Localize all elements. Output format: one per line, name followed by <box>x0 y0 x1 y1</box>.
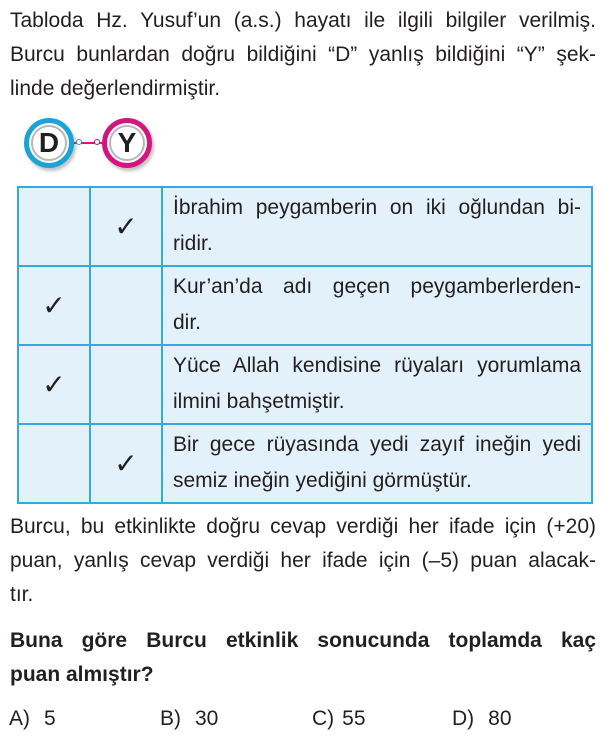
statements-table <box>17 186 593 504</box>
statement-line: ilmini bahşetmiştir. <box>173 389 345 413</box>
statement-line: Bir gece rüyasında yedi zayıf ineğin yedi <box>173 432 581 456</box>
y-cell: ✓ <box>90 187 162 266</box>
option-b[interactable] <box>160 704 218 734</box>
question-line: puan almıştır? <box>10 663 154 686</box>
question-text <box>10 624 596 692</box>
option-value: 5 <box>44 707 56 730</box>
d-cell: ✓ <box>18 266 90 345</box>
statement-line: İbrahim peygamberin on iki oğlundan bi- <box>173 195 581 219</box>
option-d[interactable] <box>452 704 512 734</box>
option-value: 80 <box>488 707 512 730</box>
question-line: Buna göre Burcu etkinlik sonucunda toplamda kaç <box>10 629 596 652</box>
option-label: B) <box>160 707 181 730</box>
statement-line: Kur’an’da adı geçen peygamberlerden- <box>173 274 581 298</box>
answer-options <box>0 704 606 738</box>
option-a[interactable] <box>9 704 56 734</box>
statement-cell <box>162 345 592 424</box>
option-label: D) <box>452 707 475 730</box>
y-cell <box>90 266 162 345</box>
statement-cell <box>162 424 592 503</box>
option-value: 30 <box>195 707 219 730</box>
paragraph-line: tır. <box>10 583 34 606</box>
table-row <box>18 424 592 503</box>
intro-line: Burcu bunlardan doğru bildiğini “D” yanlış bildiğini “Y” şek- <box>10 43 596 66</box>
statement-cell <box>162 187 592 266</box>
scoring-paragraph <box>10 510 596 612</box>
badge-connector <box>74 142 102 144</box>
d-badge-letter: D <box>38 127 60 158</box>
intro-line: linde değerlendirmiştir. <box>10 77 221 100</box>
statement-cell <box>162 266 592 345</box>
y-badge <box>102 118 152 168</box>
option-c[interactable] <box>312 704 366 734</box>
d-cell <box>18 187 90 266</box>
d-cell: ✓ <box>18 345 90 424</box>
paragraph-line: Burcu, bu etkinlikte doğru cevap verdiği her ifade için (+20) <box>10 515 596 538</box>
statement-line: semiz ineğin yediğini görmüştür. <box>173 468 472 492</box>
intro-line: Tabloda Hz. Yusuf’un (a.s.) hayatı ile ilgili bilgiler verilmiş. <box>10 9 596 32</box>
dy-legend <box>24 118 164 172</box>
option-label: C) <box>312 707 335 730</box>
y-badge-letter: Y <box>117 127 137 158</box>
statement-line: dir. <box>173 310 202 334</box>
y-cell: ✓ <box>90 424 162 503</box>
intro-text <box>10 4 596 106</box>
statement-line: Yüce Allah kendisine rüyaları yorumlama <box>173 353 581 377</box>
d-badge <box>24 118 74 168</box>
paragraph-line: puan, yanlış cevap verdiği her ifade için (–5) puan alacak- <box>10 549 596 572</box>
d-cell <box>18 424 90 503</box>
option-label: A) <box>9 707 30 730</box>
table-row <box>18 345 592 424</box>
table-row <box>18 266 592 345</box>
y-cell <box>90 345 162 424</box>
table-row <box>18 187 592 266</box>
option-value: 55 <box>342 707 366 730</box>
statement-line: ridir. <box>173 231 213 255</box>
